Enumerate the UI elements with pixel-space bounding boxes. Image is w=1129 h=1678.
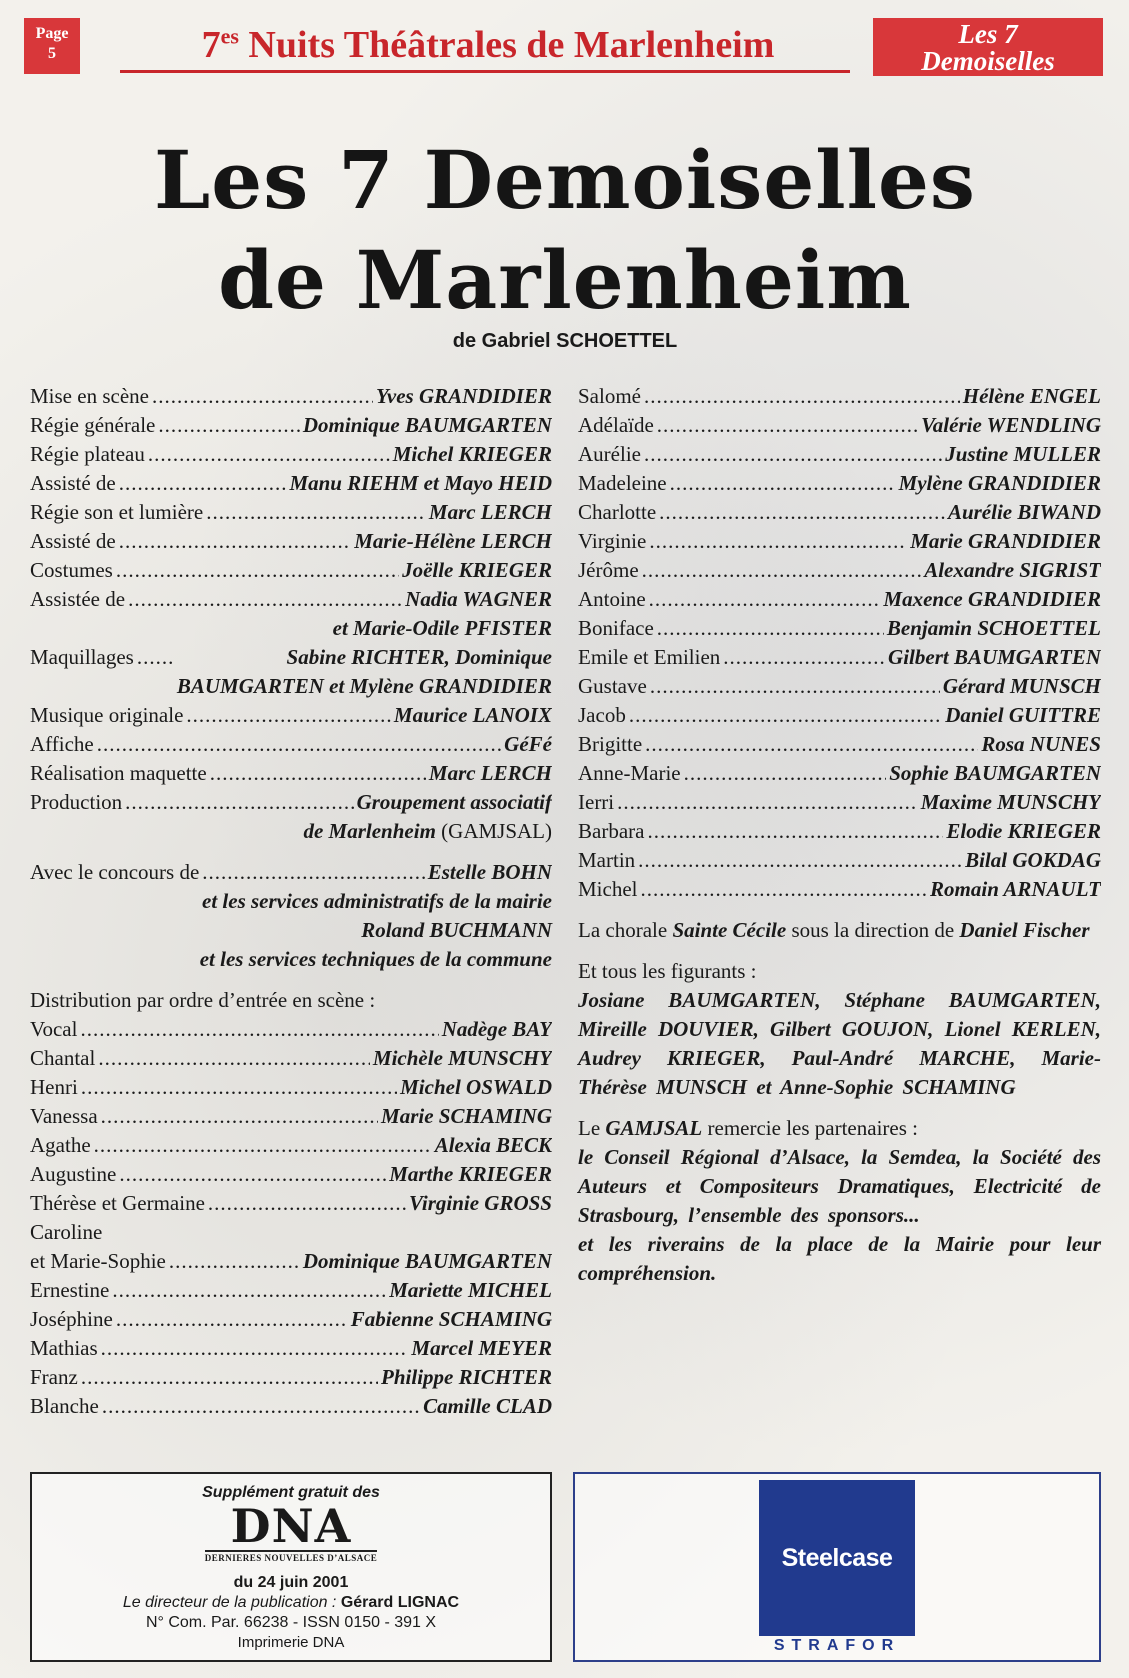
credit-label: Martin — [578, 848, 636, 872]
credit-row — [30, 1015, 552, 1044]
concours-line: et les services administratifs de la mairie — [202, 889, 552, 913]
leader-dots — [152, 382, 373, 411]
credit-value: Romain ARNAULT — [930, 877, 1101, 901]
leader-dots — [645, 730, 978, 759]
credit-row — [30, 1363, 552, 1392]
leader-dots — [119, 1160, 386, 1189]
leader-dots — [723, 643, 885, 672]
credit-label: Mathias — [30, 1336, 98, 1360]
credit-value: Mariette MICHEL — [389, 1278, 552, 1302]
distribution-list — [30, 1015, 552, 1218]
leader-dots — [649, 585, 881, 614]
main-title — [60, 130, 1070, 330]
commission-line: N° Com. Par. 66238 - ISSN 0150 - 391 X — [145, 1614, 437, 1631]
credit-row — [30, 1044, 552, 1073]
credit-value: Alexandre SIGRIST — [924, 558, 1101, 582]
dna-logo-subtitle: DERNIERES NOUVELLES D’ALSACE — [205, 1550, 378, 1563]
credit-value: Joëlle KRIEGER — [402, 558, 552, 582]
credit-row — [30, 1276, 552, 1305]
credit-label: Maquillages — [30, 645, 134, 669]
credit-label: et Marie-Sophie — [30, 1249, 166, 1273]
credit-label: Assisté de — [30, 471, 116, 495]
credit-label: Barbara — [578, 819, 645, 843]
leader-dots — [102, 1392, 420, 1421]
credit-row — [30, 730, 552, 759]
leader-dots — [119, 527, 352, 556]
concours-row — [30, 858, 552, 887]
credit-value: Yves GRANDIDIER — [376, 384, 552, 408]
leader-dots — [650, 672, 940, 701]
credit-label: Antoine — [578, 587, 646, 611]
header-title — [118, 20, 858, 70]
credit-label: Adélaïde — [578, 413, 654, 437]
leader-dots — [101, 1334, 409, 1363]
leader-dots — [119, 469, 287, 498]
leader-dots — [97, 730, 501, 759]
leader-dots — [116, 1305, 348, 1334]
credit-row — [30, 788, 552, 817]
publication-box — [30, 1472, 552, 1662]
leader-dots — [128, 585, 402, 614]
credit-row — [578, 846, 1101, 875]
leader-dots — [644, 440, 942, 469]
credit-value: Mylène GRANDIDIER — [898, 471, 1101, 495]
credit-label: Aurélie — [578, 442, 641, 466]
credit-row — [578, 440, 1101, 469]
page-number: 5 — [48, 45, 56, 62]
credit-row — [30, 585, 552, 614]
credit-row — [30, 1131, 552, 1160]
leader-dots — [657, 614, 884, 643]
credit-label: Mise en scène — [30, 384, 149, 408]
thanks-partners: le Conseil Régional d’Alsace, la Semdea, la Société des Auteurs et Compositeurs Dramatiques, Electricité de Strasbourg, l’ensemble des sponsors... — [578, 1145, 1101, 1227]
credit-value: Elodie KRIEGER — [946, 819, 1101, 843]
page-number-badge — [24, 18, 80, 74]
concours-line: et les services techniques de la commune — [199, 947, 552, 971]
credit-row — [578, 527, 1101, 556]
credit-value: Marie-Hélène LERCH — [354, 529, 552, 553]
credit-label: Assistée de — [30, 587, 126, 611]
leader-dots — [148, 440, 390, 469]
credit-label: Costumes — [30, 558, 113, 582]
distribution-list-2 — [30, 1247, 552, 1421]
leader-dots — [81, 1073, 397, 1102]
credit-label: Augustine — [30, 1162, 117, 1186]
credit-row — [30, 759, 552, 788]
credit-label: Vocal — [30, 1017, 78, 1041]
production-cont-name: de Marlenheim — [303, 819, 436, 843]
figurants-heading: Et tous les figurants : — [578, 959, 757, 983]
production-continuation — [30, 817, 552, 846]
credit-label: Ierri — [578, 790, 615, 814]
credit-label: Régie générale — [30, 413, 156, 437]
credit-label: Régie son et lumière — [30, 500, 204, 524]
credit-value: Marie GRANDIDIER — [910, 529, 1101, 553]
publication-date: du 24 juin 2001 — [233, 1574, 349, 1591]
credit-row — [578, 672, 1101, 701]
leader-dots — [116, 556, 399, 585]
leader-dots — [81, 1363, 378, 1392]
header-title-text: Nuits Théâtrales de Marlenheim — [238, 24, 775, 66]
credit-label: Jérôme — [578, 558, 639, 582]
header-title-sup: es — [220, 23, 239, 49]
figurants-names: Josiane BAUMGARTEN, Stéphane BAUMGARTEN, Mireille DOUVIER, Gilbert GOUJON, Lionel KERLEN, Audrey KRIEGER, Paul-André MARCHE, Marie-Thérèse MUNSCH et Anne-Sophie SCHAMING — [578, 988, 1101, 1099]
credit-row — [578, 614, 1101, 643]
distribution-caroline: Caroline — [30, 1220, 103, 1244]
credit-value: Marc LERCH — [428, 761, 552, 785]
credit-row — [30, 1102, 552, 1131]
credit-label: Production — [30, 790, 123, 814]
leader-dots — [169, 1247, 300, 1276]
credit-row — [30, 498, 552, 527]
steelcase-logo-text: Steelcase — [781, 1543, 893, 1572]
leader-dots — [684, 759, 887, 788]
credit-label: Michel — [578, 877, 638, 901]
credit-row — [578, 643, 1101, 672]
sponsor-box — [573, 1472, 1101, 1662]
credit-value: Dominique BAUMGARTEN — [302, 413, 552, 437]
credit-row — [578, 817, 1101, 846]
credit-value: Michèle MUNSCHY — [372, 1046, 552, 1070]
credit-row — [578, 556, 1101, 585]
credit-row — [30, 1305, 552, 1334]
credit-row — [30, 469, 552, 498]
header-title-number: 7 — [201, 24, 221, 66]
credit-row — [578, 875, 1101, 904]
credit-value: Camille CLAD — [423, 1394, 552, 1418]
credit-value: Philippe RICHTER — [381, 1365, 552, 1389]
credit-label: Anne-Marie — [578, 761, 681, 785]
chorale-paragraph — [578, 916, 1101, 945]
credit-value: Marie SCHAMING — [381, 1104, 552, 1128]
chorale-text: sous la direction de — [786, 918, 960, 942]
leader-dots — [649, 527, 907, 556]
credit-value: Groupement associatif — [356, 790, 552, 814]
header-tag-line2: Demoiselles — [921, 46, 1055, 76]
leader-dots — [210, 759, 426, 788]
credit-label: Agathe — [30, 1133, 91, 1157]
main-title-line2: de Marlenheim — [218, 233, 912, 327]
credit-value: Maxence GRANDIDIER — [883, 587, 1101, 611]
leader-dots — [186, 701, 391, 730]
leader-dots — [642, 556, 922, 585]
credit-label: Vanessa — [30, 1104, 98, 1128]
credit-row-maquillages — [30, 643, 552, 672]
credit-value: Sabine RICHTER, Dominique — [286, 645, 552, 669]
chorale-director: Daniel Fischer — [959, 918, 1090, 942]
credits-list — [30, 382, 552, 614]
credit-row — [578, 498, 1101, 527]
page-label: Page — [35, 25, 69, 42]
credit-value: Hélène ENGEL — [962, 384, 1101, 408]
credit-value: Michel KRIEGER — [392, 442, 552, 466]
distribution-heading: Distribution par ordre d’entrée en scène : — [30, 988, 376, 1012]
thanks-residents: et les riverains de la place de la Mairie pour leur compréhension. — [578, 1232, 1101, 1285]
leader-dots — [644, 382, 960, 411]
credit-row — [30, 527, 552, 556]
thanks-intro — [578, 1114, 1101, 1143]
credit-label: Blanche — [30, 1394, 99, 1418]
credit-label: Régie plateau — [30, 442, 145, 466]
credit-value: Virginie GROSS — [409, 1191, 552, 1215]
leader-dots — [101, 1102, 378, 1131]
credit-label: Ernestine — [30, 1278, 110, 1302]
concours-line: Roland BUCHMANN — [361, 918, 552, 942]
author-line: de Gabriel SCHOETTEL — [452, 330, 678, 352]
main-title-line1: Les 7 Demoiselles — [154, 133, 976, 227]
header-tag-line1: Les 7 — [958, 19, 1018, 49]
leader-dots — [640, 875, 927, 904]
thanks-text: Le — [578, 1116, 606, 1140]
thanks-text: remercie les partenaires : — [702, 1116, 918, 1140]
credit-value: Estelle BOHN — [427, 860, 552, 884]
credit-row — [30, 556, 552, 585]
credit-row — [30, 1073, 552, 1102]
credit-label: Jacob — [578, 703, 626, 727]
credit-value: Marcel MEYER — [411, 1336, 552, 1360]
credit-label: Brigitte — [578, 732, 643, 756]
credits-right-column — [578, 382, 1101, 1288]
credit-value: Maurice LANOIX — [393, 703, 552, 727]
credit-value: Bilal GOKDAG — [965, 848, 1101, 872]
credit-row — [578, 788, 1101, 817]
leader-dots — [617, 788, 918, 817]
leader-dots — [137, 643, 173, 672]
credit-value: Michel OSWALD — [400, 1075, 552, 1099]
credit-value: Dominique BAUMGARTEN — [302, 1249, 552, 1273]
header-rule — [120, 70, 850, 73]
credit-value: Daniel GUITTRE — [945, 703, 1101, 727]
thanks-org: GAMJSAL — [605, 1116, 703, 1140]
supplement-line: Supplément gratuit des — [202, 1484, 380, 1501]
credit-continuation: BAUMGARTEN et Mylène GRANDIDIER — [176, 674, 552, 698]
credit-row — [30, 1334, 552, 1363]
credit-row — [578, 411, 1101, 440]
credit-value: Fabienne SCHAMING — [350, 1307, 552, 1331]
credit-row — [30, 440, 552, 469]
credit-label: Emile et Emilien — [578, 645, 721, 669]
credit-label: Musique originale — [30, 703, 184, 727]
credit-row — [30, 701, 552, 730]
credit-value: Maxime MUNSCHY — [920, 790, 1101, 814]
credit-value: Gérard MUNSCH — [942, 674, 1101, 698]
leader-dots — [670, 469, 896, 498]
leader-dots — [638, 846, 962, 875]
credit-label: Chantal — [30, 1046, 96, 1070]
credit-label: Charlotte — [578, 500, 657, 524]
credits-list-2 — [30, 701, 552, 817]
credit-label: Salomé — [578, 384, 641, 408]
header-tag — [873, 18, 1103, 76]
leader-dots — [202, 858, 424, 887]
credit-value: Marc LERCH — [428, 500, 552, 524]
printer-line: Imprimerie DNA — [237, 1634, 345, 1651]
credit-label: Franz — [30, 1365, 78, 1389]
director-label: Le directeur de la publication : — [122, 1594, 341, 1611]
credit-value: Alexia BECK — [434, 1133, 552, 1157]
credit-continuation: et Marie-Odile PFISTER — [332, 616, 552, 640]
leader-dots — [112, 1276, 386, 1305]
credit-value: Benjamin SCHOETTEL — [886, 616, 1101, 640]
leader-dots — [206, 498, 426, 527]
credit-row — [578, 382, 1101, 411]
leader-dots — [125, 788, 353, 817]
credit-label: Avec le concours de — [30, 860, 200, 884]
leader-dots — [647, 817, 943, 846]
credit-row — [578, 469, 1101, 498]
credit-label: Gustave — [578, 674, 647, 698]
production-cont-acronym: (GAMJSAL) — [435, 819, 552, 843]
credit-label: Réalisation maquette — [30, 761, 207, 785]
director-line — [32, 1594, 550, 1612]
credit-label: Joséphine — [30, 1307, 113, 1331]
credit-row — [578, 701, 1101, 730]
credit-value: Marthe KRIEGER — [389, 1162, 552, 1186]
credit-label: Madeleine — [578, 471, 667, 495]
leader-dots — [657, 411, 918, 440]
credit-label: Affiche — [30, 732, 94, 756]
credit-value: Justine MULLER — [945, 442, 1101, 466]
dna-logo: DNA — [230, 1499, 352, 1553]
leader-dots — [80, 1015, 438, 1044]
credit-label: Boniface — [578, 616, 654, 640]
credit-row — [30, 1189, 552, 1218]
chorale-text: La chorale — [578, 918, 673, 942]
credit-row — [30, 411, 552, 440]
credit-label: Assisté de — [30, 529, 116, 553]
credit-value: Manu RIEHM et Mayo HEID — [289, 471, 552, 495]
leader-dots — [208, 1189, 406, 1218]
credit-value: Nadège BAY — [441, 1017, 552, 1041]
leader-dots — [629, 701, 942, 730]
director-name: Gérard LIGNAC — [340, 1594, 460, 1611]
credit-row — [30, 1392, 552, 1421]
credit-label: Henri — [30, 1075, 78, 1099]
credit-value: Rosa NUNES — [981, 732, 1101, 756]
leader-dots — [94, 1131, 432, 1160]
credits-left-column — [30, 382, 552, 1421]
steelcase-logo — [759, 1480, 915, 1636]
credit-row — [578, 585, 1101, 614]
strafor-text: STRAFOR — [773, 1637, 901, 1654]
credit-row — [30, 382, 552, 411]
credit-row — [30, 1160, 552, 1189]
credit-value: GéFé — [504, 732, 552, 756]
distribution-list-right — [578, 382, 1101, 904]
leader-dots — [158, 411, 300, 440]
credit-label: Thérèse et Germaine — [30, 1191, 205, 1215]
leader-dots — [659, 498, 945, 527]
credit-value: Aurélie BIWAND — [947, 500, 1101, 524]
credit-value: Gilbert BAUMGARTEN — [888, 645, 1101, 669]
leader-dots — [98, 1044, 370, 1073]
credit-row — [30, 1247, 552, 1276]
credit-row — [578, 730, 1101, 759]
credit-row — [578, 759, 1101, 788]
chorale-name: Sainte Cécile — [672, 918, 787, 942]
credit-value: Nadia WAGNER — [405, 587, 552, 611]
credit-value: Sophie BAUMGARTEN — [889, 761, 1101, 785]
credit-label: Virginie — [578, 529, 647, 553]
credit-value: Valérie WENDLING — [921, 413, 1101, 437]
